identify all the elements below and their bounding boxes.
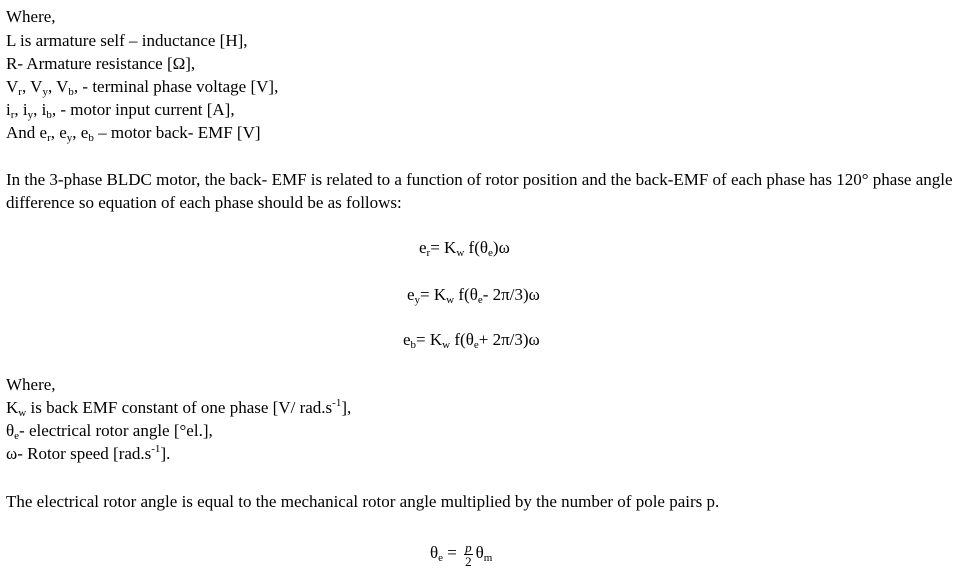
definition-resistance (6, 54, 195, 74)
kw-end: ], (341, 398, 352, 417)
kw-sub: w (18, 407, 27, 419)
theta-description: - electrical rotor angle [°el.], (19, 421, 213, 440)
where-heading-2-text: Where, (6, 375, 56, 394)
e-sep-2: , e (72, 123, 89, 142)
definition-inductance-text: L is armature self – inductance [H], (6, 31, 248, 50)
eb-eq: = K (416, 330, 443, 349)
equation-theta-e (430, 538, 492, 568)
v-sub-y: y (42, 86, 48, 98)
er-tail: )ω (492, 238, 510, 257)
eb-tail: + 2π/3)ω (478, 330, 540, 349)
er-fn: f(θ (464, 238, 489, 257)
i-sep-1: , i (14, 100, 28, 119)
eb-fn: f(θ (450, 330, 474, 349)
v-sub-r: r (18, 86, 22, 98)
v-description: , - terminal phase voltage [V], (73, 77, 279, 96)
omega-exponent: -1 (151, 443, 161, 455)
er-eq: = K (430, 238, 457, 257)
omega-end: ]. (160, 444, 171, 463)
theta-symbol: θ (6, 421, 15, 440)
ey-eq: = K (420, 285, 447, 304)
theta-m-symbol: θ (475, 543, 484, 562)
v-sep-1: , V (21, 77, 43, 96)
e-prefix: And e (6, 123, 48, 142)
i-symbol: i (6, 100, 11, 119)
definition-kw (6, 398, 351, 418)
v-sub-b: b (68, 86, 74, 98)
ey-lhs-sub: y (414, 294, 421, 306)
equation-ey (407, 284, 540, 306)
er-k-sub: w (456, 247, 465, 259)
paragraph-rotor-angle-text: The electrical rotor angle is equal to the mechanical rotor angle multiplied by the number of pole pairs p. (6, 492, 720, 511)
ey-tail: - 2π/3)ω (482, 285, 540, 304)
fraction-numerator: p (465, 539, 472, 555)
er-lhs-sub: r (426, 247, 431, 259)
eb-k-sub: w (442, 339, 451, 351)
theta-e-equals: = (443, 543, 462, 562)
definition-resistance-text: R- Armature resistance [Ω], (6, 54, 196, 73)
omega-description: ω- Rotor speed [rad.s (6, 444, 152, 463)
definition-back-emf (6, 123, 261, 143)
kw-exponent: -1 (332, 397, 342, 409)
where-heading-1 (6, 7, 56, 27)
er-theta-sub: e (488, 247, 493, 259)
ey-theta-sub: e (477, 294, 483, 306)
definition-theta-e (6, 421, 213, 441)
i-sep-2: , i (33, 100, 47, 119)
e-sub-b: b (88, 132, 94, 144)
paragraph-back-emf (6, 168, 961, 214)
fraction-p-over-2 (464, 541, 473, 568)
i-description: , - motor input current [A], (51, 100, 235, 119)
ey-fn: f(θ (454, 285, 478, 304)
e-sep-1: , e (50, 123, 67, 142)
definition-omega (6, 444, 170, 464)
ey-lhs: e (407, 285, 415, 304)
where-heading-2 (6, 375, 56, 395)
i-sub-y: y (27, 109, 34, 121)
definition-inductance (6, 31, 248, 51)
v-symbol: V (6, 77, 19, 96)
kw-description: is back EMF constant of one phase [V/ rad.s (26, 398, 333, 417)
theta-e-lhs: θ (430, 543, 439, 562)
paragraph-rotor-angle (6, 490, 961, 513)
definition-input-current (6, 100, 235, 120)
eb-theta-sub: e (473, 339, 479, 351)
theta-sub: e (14, 430, 20, 442)
eb-lhs: e (403, 330, 411, 349)
kw-symbol: K (6, 398, 19, 417)
fraction-denominator: 2 (465, 553, 472, 569)
v-sep-2: , V (47, 77, 69, 96)
ey-k-sub: w (446, 294, 455, 306)
paragraph-back-emf-text: In the 3-phase BLDC motor, the back- EMF is related to a function of rotor position and the back-EMF of each phase has 120° phase angle difference so equation of each phase should be as follows: (6, 170, 953, 212)
equation-eb (403, 329, 540, 351)
i-sub-r: r (10, 109, 15, 121)
i-sub-b: b (46, 109, 52, 121)
e-sub-y: y (66, 132, 73, 144)
definition-terminal-voltage (6, 77, 278, 97)
equation-er (419, 237, 510, 259)
theta-e-lhs-sub: e (438, 552, 444, 564)
eb-lhs-sub: b (410, 339, 417, 351)
e-sub-r: r (47, 132, 51, 144)
theta-m-sub: m (483, 552, 493, 564)
er-lhs: e (419, 238, 427, 257)
where-heading-1-text: Where, (6, 7, 56, 26)
e-description: – motor back- EMF [V] (93, 123, 261, 142)
